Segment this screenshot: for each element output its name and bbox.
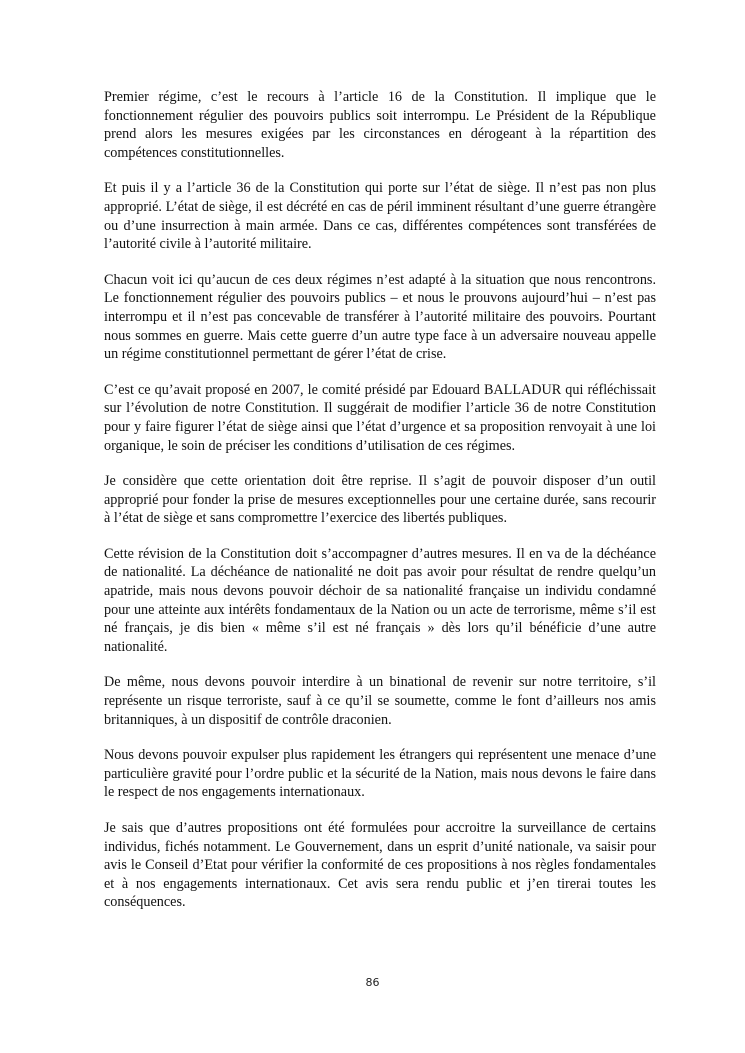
body-text [104,88,656,929]
paragraph-conseil-etat: Je sais que d’autres propositions ont été formulées pour accroitre la surveillance de certains individus, fichés notamment. Le Gouvernement, dans un esprit d’unité nationale, va saisir pour avis le Conseil d’Etat pour vérifier la conformité de ces propositions à nos règles fondamentales et à nos engagements internationaux. Cet avis sera rendu public et j’en tirerai toutes les conséquences. [104,820,656,911]
paragraph-balladur-committee: C’est ce qu’avait proposé en 2007, le comité présidé par Edouard BALLADUR qui réfléchissait sur l’évolution de notre Constitution. Il suggérait de modifier l’article 36 de notre Constitution pour y faire figurer l’état de siège ainsi que l’état d’urgence et sa proposition renvoyait à une loi organique, le soin de préciser les conditions d’utilisation de ces régimes. [104,381,656,454]
paragraph-orientation: Je considère que cette orientation doit être reprise. Il s’agit de pouvoir disposer d’un outil approprié pour fonder la prise de mesures exceptionnelles pour une certaine durée, sans recourir à l’état de siège et sans compromettre l’exercice des libertés publiques. [104,473,656,527]
paragraph-expulsion: Nous devons pouvoir expulser plus rapidement les étrangers qui représentent une menace d’une particulière gravité pour l’ordre public et la sécurité de la Nation, mais nous devons le faire dans le respect de nos engagements internationaux. [104,747,656,801]
paragraph-article-36: Et puis il y a l’article 36 de la Constitution qui porte sur l’état de siège. Il n’est pas non plus approprié. L’état de siège, il est décrété en cas de péril imminent résultant d’une guerre étrangère ou d’une insurrection à main armée. Dans ce cas, différentes compétences sont transférées de l’autorité civile à l’autorité militaire. [104,180,656,253]
paragraph-binational: De même, nous devons pouvoir interdire à un binational de revenir sur notre territoire, s’il représente un risque terroriste, sauf à ce qu’il se soumette, comme le font d’ailleurs nos amis britanniques, à un dispositif de contrôle draconien. [104,674,656,728]
paragraph-regimes-inadequate: Chacun voit ici qu’aucun de ces deux régimes n’est adapté à la situation que nous rencontrons. Le fonctionnement régulier des pouvoirs publics – et nous le prouvons aujourd’hui – n’est pas interrompu et il n’est pas concevable de transférer à l’autorité militaire des pouvoirs. Pourtant nous sommes en guerre. Mais cette guerre d’un autre type face à un adversaire nouveau appelle un régime constitutionnel permettant de gérer l’état de crise. [104,271,656,363]
paragraph-nationality: Cette révision de la Constitution doit s’accompagner d’autres mesures. Il en va de la déchéance de nationalité. La déchéance de nationalité ne doit pas avoir pour résultat de rendre quelqu’un apatride, mais nous devons pouvoir déchoir de sa nationalité française un individu condamné pour une atteinte aux intérêts fondamentaux de la Nation ou un acte de terrorisme, même s’il est né français, je dis bien « même s’il est né français » dès lors qu’il bénéficie d’une autre nationalité. [104,545,656,655]
page-number: 86 [365,976,380,989]
paragraph-article-16: Premier régime, c’est le recours à l’article 16 de la Constitution. Il implique que le fonctionnement régulier des pouvoirs publics soit interrompu. Le Président de la République prend alors les mesures exigées par les circonstances en dérogeant à la répartition des compétences constitutionnelles. [104,89,656,161]
